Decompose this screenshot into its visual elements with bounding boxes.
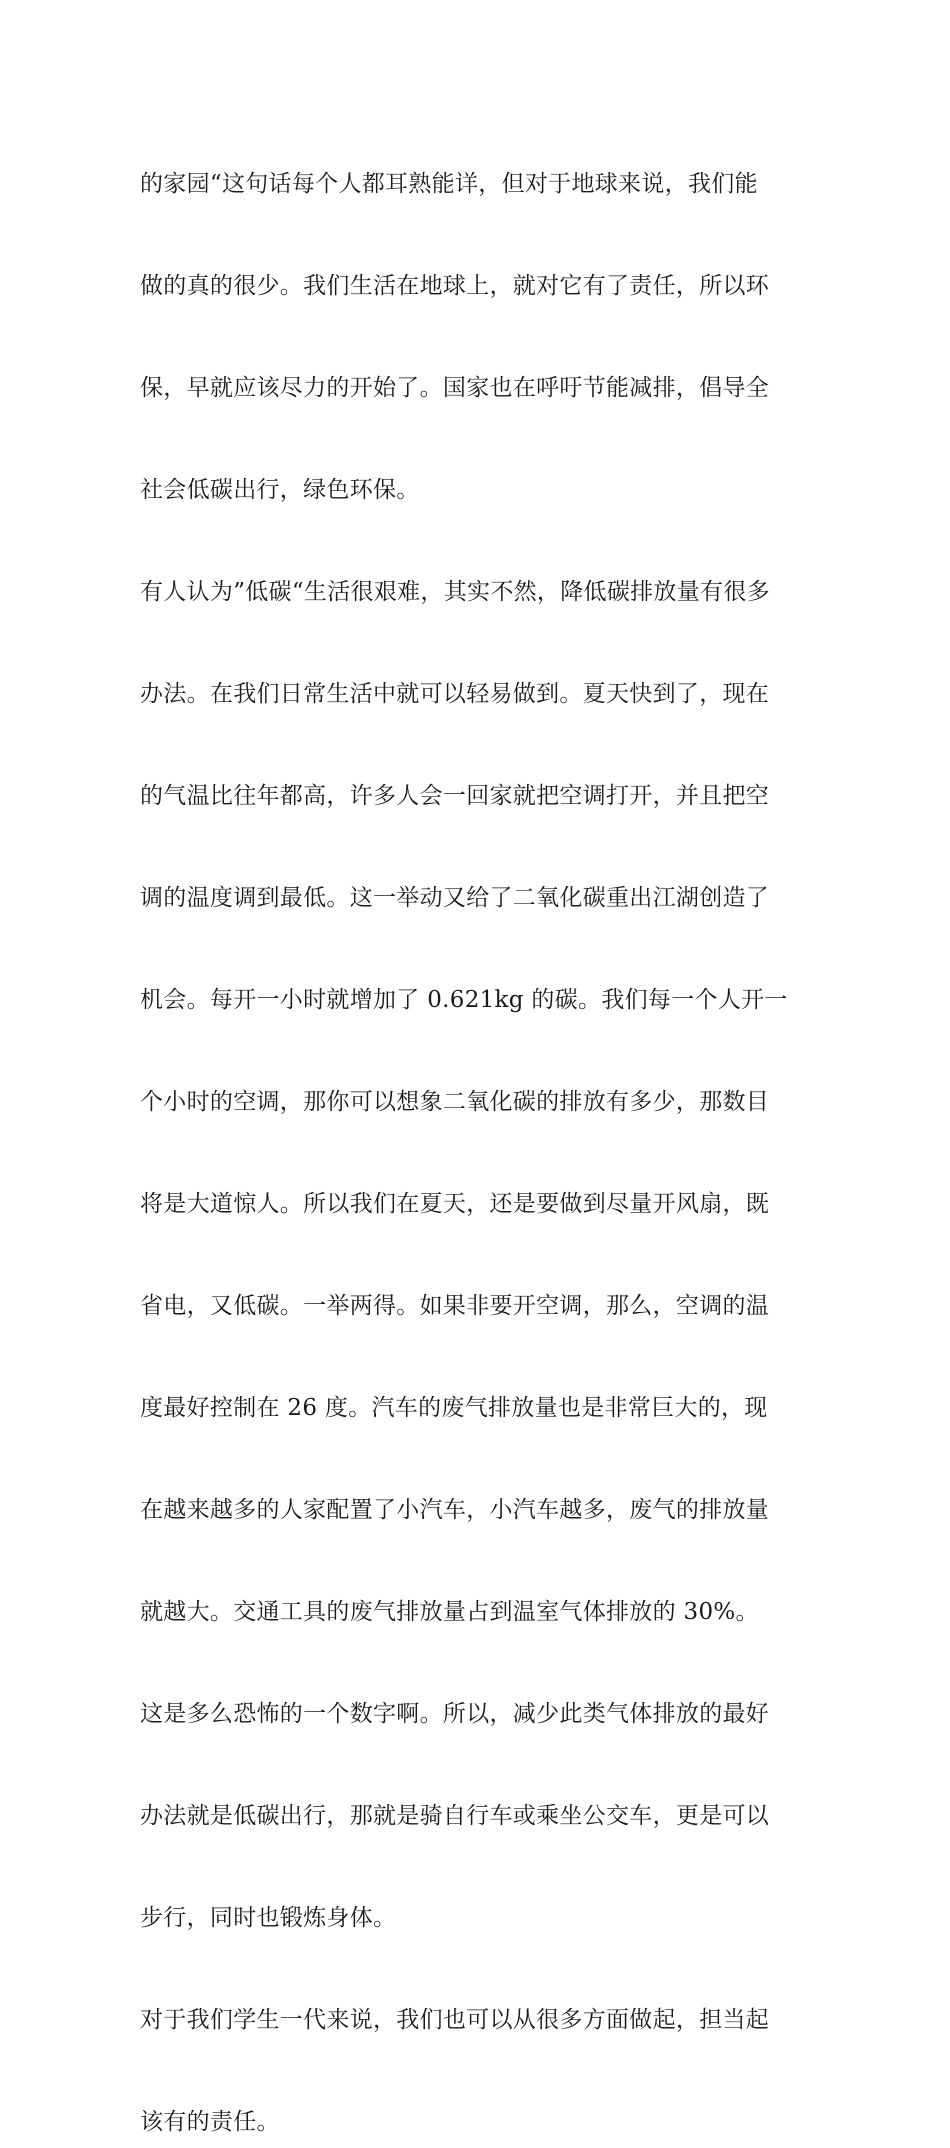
- paragraph-3: [140, 1944, 812, 2148]
- text-line: 这是多么恐怖的一个数字啊。所以，减少此类气体排放的最好: [140, 1701, 770, 1727]
- text-line: 办法。在我们日常生活中就可以轻易做到。夏天快到了，现在: [140, 681, 770, 707]
- text-line: 将是大道惊人。所以我们在夏天，还是要做到尽量开风扇，既: [140, 1191, 770, 1217]
- text-line: 做的真的很少。我们生活在地球上，就对它有了责任，所以环: [140, 273, 770, 299]
- text-line: 在越来越多的人家配置了小汽车，小汽车越多，废气的排放量: [140, 1497, 770, 1523]
- document-body: [140, 108, 812, 2148]
- text-line: 步行，同时也锻炼身体。: [140, 1905, 397, 1931]
- text-line: 度最好控制在 26 度。汽车的废气排放量也是非常巨大的，现: [140, 1395, 768, 1421]
- text-line: 该有的责任。: [140, 2109, 280, 2135]
- text-line: 个小时的空调，那你可以想象二氧化碳的排放有多少，那数目: [140, 1089, 770, 1115]
- text-line: 省电，又低碳。一举两得。如果非要开空调，那么，空调的温: [140, 1293, 770, 1319]
- text-line: 社会低碳出行，绿色环保。: [140, 477, 420, 503]
- text-line: 保，早就应该尽力的开始了。国家也在呼吁节能减排，倡导全: [140, 375, 770, 401]
- text-line: 对于我们学生一代来说，我们也可以从很多方面做起，担当起: [140, 2007, 770, 2033]
- text-line: 调的温度调到最低。这一举动又给了二氧化碳重出江湖创造了: [140, 885, 770, 911]
- text-line: 的气温比往年都高，许多人会一回家就把空调打开，并且把空: [140, 783, 770, 809]
- text-line: 办法就是低碳出行，那就是骑自行车或乘坐公交车，更是可以: [140, 1803, 770, 1829]
- paragraph-2: [140, 516, 812, 1944]
- paragraph-1: [140, 108, 812, 516]
- text-line: 的家园“这句话每个人都耳熟能详，但对于地球来说，我们能: [140, 171, 758, 197]
- text-line: 机会。每开一小时就增加了 0.621kg 的碳。我们每一个人开一: [140, 987, 788, 1013]
- text-line: 有人认为”低碳“生活很艰难，其实不然，降低碳排放量有很多: [140, 579, 770, 605]
- text-line: 就越大。交通工具的废气排放量占到温室气体排放的 30%。: [140, 1599, 759, 1625]
